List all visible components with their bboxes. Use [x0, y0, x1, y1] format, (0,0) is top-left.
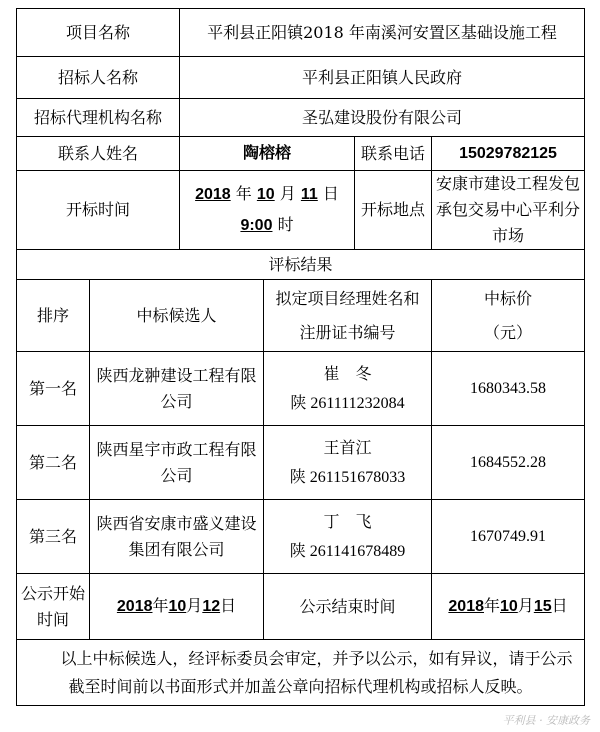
contact-row — [17, 137, 585, 171]
price-cell: 1684552.28 — [432, 426, 585, 500]
candidate-cell: 陕西星宇市政工程有限公司 — [90, 426, 264, 500]
unit-day: 日 — [220, 596, 237, 615]
unit-day: 日 — [551, 596, 568, 615]
manager-cert: 陕 261151678033 — [289, 468, 406, 486]
agency-row — [17, 99, 585, 137]
agency-value: 圣弘建设股份有限公司 — [180, 99, 585, 137]
unit-month: 月 — [517, 596, 534, 615]
project-row — [17, 9, 585, 57]
candidate-cell: 陕西省安康市盛义建设集团有限公司 — [90, 500, 264, 574]
unit-year: 年 — [152, 596, 169, 615]
tenderer-row — [17, 57, 585, 99]
agency-label: 招标代理机构名称 — [17, 99, 180, 137]
watermark: 平利县 · 安康政务 — [502, 714, 590, 727]
opening-year: 2018 — [195, 186, 231, 203]
publicity-end-day: 15 — [533, 598, 552, 615]
publicity-end-label: 公示结束时间 — [264, 574, 432, 640]
header-price-line1: 中标价 — [484, 288, 533, 308]
manager-cell — [264, 500, 432, 574]
contact-name: 陶榕榕 — [180, 137, 355, 171]
results-title-row — [17, 250, 585, 280]
opening-time — [180, 171, 355, 250]
publicity-end-year: 2018 — [448, 598, 484, 615]
opening-hour: 9:00 — [240, 217, 273, 234]
manager-name: 崔 冬 — [323, 363, 372, 383]
results-title: 评标结果 — [17, 250, 585, 280]
footer-note: 以上中标候选人，经评标委员会审定，并予以公示，如有异议，请于公示截至时间前以书面形式并加盖公章向招标代理机构或招标人反映。 — [17, 640, 585, 706]
publicity-row — [17, 574, 585, 640]
unit-month: 月 — [279, 184, 296, 203]
manager-cell — [264, 352, 432, 426]
manager-cert: 陕 261111232084 — [290, 394, 405, 412]
unit-time: 时 — [277, 215, 294, 234]
contact-phone-label: 联系电话 — [355, 137, 432, 171]
header-price — [432, 280, 585, 352]
table-row — [17, 426, 585, 500]
header-manager — [264, 280, 432, 352]
unit-month: 月 — [186, 596, 203, 615]
contact-phone: 15029782125 — [432, 137, 585, 171]
manager-cert: 陕 261141678489 — [289, 542, 406, 560]
contact-name-label: 联系人姓名 — [17, 137, 180, 171]
results-header-row — [17, 280, 585, 352]
manager-name: 王首江 — [323, 437, 372, 457]
manager-cell — [264, 426, 432, 500]
publicity-start — [90, 574, 264, 640]
tenderer-value: 平利县正阳镇人民政府 — [180, 57, 585, 99]
rank-cell: 第一名 — [17, 352, 90, 426]
candidate-cell: 陕西龙翀建设工程有限公司 — [90, 352, 264, 426]
manager-name: 丁 飞 — [323, 511, 372, 531]
header-candidate: 中标候选人 — [90, 280, 264, 352]
table-row — [17, 352, 585, 426]
unit-year: 年 — [483, 596, 500, 615]
opening-time-label: 开标时间 — [17, 171, 180, 250]
rank-cell: 第二名 — [17, 426, 90, 500]
publicity-end — [432, 574, 585, 640]
price-cell: 1680343.58 — [432, 352, 585, 426]
bid-result-table — [16, 8, 585, 706]
unit-day: 日 — [322, 184, 339, 203]
publicity-start-year: 2018 — [116, 598, 153, 615]
opening-place: 安康市建设工程发包承包交易中心平利分市场 — [432, 171, 585, 250]
tenderer-label: 招标人名称 — [17, 57, 180, 99]
project-label: 项目名称 — [17, 9, 180, 57]
header-rank: 排序 — [17, 280, 90, 352]
rank-cell: 第三名 — [17, 500, 90, 574]
opening-month: 10 — [256, 186, 275, 203]
project-value: 平利县正阳镇2018 年南溪河安置区基础设施工程 — [180, 9, 585, 57]
header-price-line2: （元） — [484, 322, 533, 342]
opening-day: 11 — [300, 186, 318, 203]
publicity-start-month: 10 — [168, 598, 187, 615]
publicity-start-label: 公示开始时间 — [17, 574, 90, 640]
publicity-start-day: 12 — [202, 598, 221, 615]
publicity-end-month: 10 — [500, 598, 518, 615]
price-cell: 1670749.91 — [432, 500, 585, 574]
header-manager-line2: 注册证书编号 — [299, 322, 396, 342]
header-manager-line1: 拟定项目经理姓名和 — [275, 288, 420, 308]
unit-year: 年 — [235, 184, 252, 203]
opening-place-label: 开标地点 — [355, 171, 432, 250]
footer-row — [17, 640, 585, 706]
opening-row — [17, 171, 585, 250]
table-row — [17, 500, 585, 574]
